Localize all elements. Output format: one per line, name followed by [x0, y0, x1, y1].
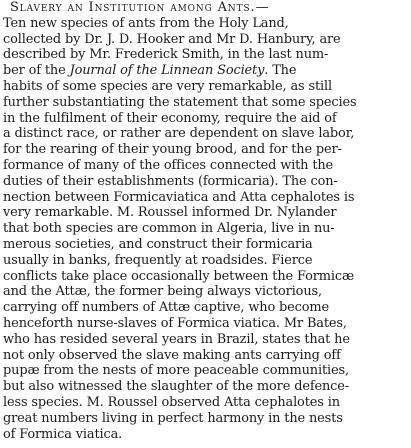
article-line [3, 300, 407, 316]
line-text: collected by Dr. J. D. Hooker and Mr D. Hanbury, are [3, 31, 341, 47]
line-text: not only observed the slave making ants carrying off [3, 347, 341, 363]
line-text: conflicts take place occasionally between the Formicæ [3, 268, 354, 284]
article-line [3, 142, 407, 158]
article-line [3, 411, 407, 427]
line-text: but also witnessed the slaughter of the more defence- [3, 379, 349, 395]
line-text: further substantiating the statement that some species [3, 94, 357, 110]
line-text: ber of the [3, 63, 70, 79]
article-line [3, 111, 407, 127]
line-text: pupæ from the nests of more peaceable communities, [3, 363, 349, 379]
headline-dash: — [255, 0, 269, 15]
article-line [3, 205, 407, 221]
line-text: a distinct race, or rather are dependent on slave labor, [3, 126, 355, 142]
article-line [3, 158, 407, 174]
line-text: carrying off numbers of Attæ captive, who become [3, 300, 330, 316]
newspaper-article [3, 0, 409, 448]
article-line [3, 32, 407, 48]
article-line [3, 348, 407, 364]
article-line [3, 427, 407, 443]
line-text: habits of some species are very remarkable, as still [3, 78, 332, 94]
line-text: great numbers living in perfect harmony in the nests [3, 410, 343, 426]
article-line [3, 316, 407, 332]
line-text: very remarkable. M. Roussel informed Dr. Nylander [3, 205, 337, 221]
line-text: in the fulfilment of their economy, require the aid of [3, 110, 337, 126]
article-line [3, 95, 407, 111]
line-text: less species. M. Roussel observed Atta cephalotes in [3, 394, 340, 410]
article-line [3, 395, 407, 411]
article-line [3, 126, 407, 142]
article-line [3, 379, 407, 395]
line-text: Ten new species of ants from the Holy Land, [3, 15, 289, 31]
article-line [3, 363, 407, 379]
line-text: and the Attæ, the former being always victorious, [3, 284, 322, 300]
article-line [3, 190, 407, 206]
article-line [3, 269, 407, 285]
article-line [3, 47, 407, 63]
article-line [3, 63, 407, 79]
line-text: that both species are common in Algeria, live in nu- [3, 221, 335, 237]
article-headline-line [3, 0, 407, 16]
article-line [3, 332, 407, 348]
article-line [3, 221, 407, 237]
article-line [3, 237, 407, 253]
line-text: usually in banks, frequently at roadsides. Fierce [3, 252, 313, 268]
article-line [3, 253, 407, 269]
article-headline: Slavery an Institution among Ants. [9, 0, 256, 15]
article-body [3, 16, 409, 443]
line-text: formance of many of the offices connected with the [3, 157, 334, 173]
article-line [3, 174, 407, 190]
line-text: nection between Formicaviatica and Atta cephalotes is [3, 189, 355, 205]
line-text: henceforth nurse-slaves of Formica viatica. Mr Bates, [3, 315, 347, 331]
article-line [3, 284, 407, 300]
article-line [3, 79, 407, 95]
article-line [3, 16, 407, 32]
line-text: duties of their establishments (formicaria). The con- [3, 173, 338, 189]
line-text: . The [264, 63, 297, 79]
line-text: for the rearing of their young brood, and for the per- [3, 142, 342, 158]
journal-title: Journal of the Linnean Society [69, 63, 265, 79]
line-text: who has resided several years in Brazil, states that he [3, 331, 350, 347]
line-text: of Formica viatica. [3, 426, 123, 442]
line-text: described by Mr. Frederick Smith, in the last num- [3, 47, 329, 63]
line-text: merous societies, and construct their formicaria [3, 236, 313, 252]
